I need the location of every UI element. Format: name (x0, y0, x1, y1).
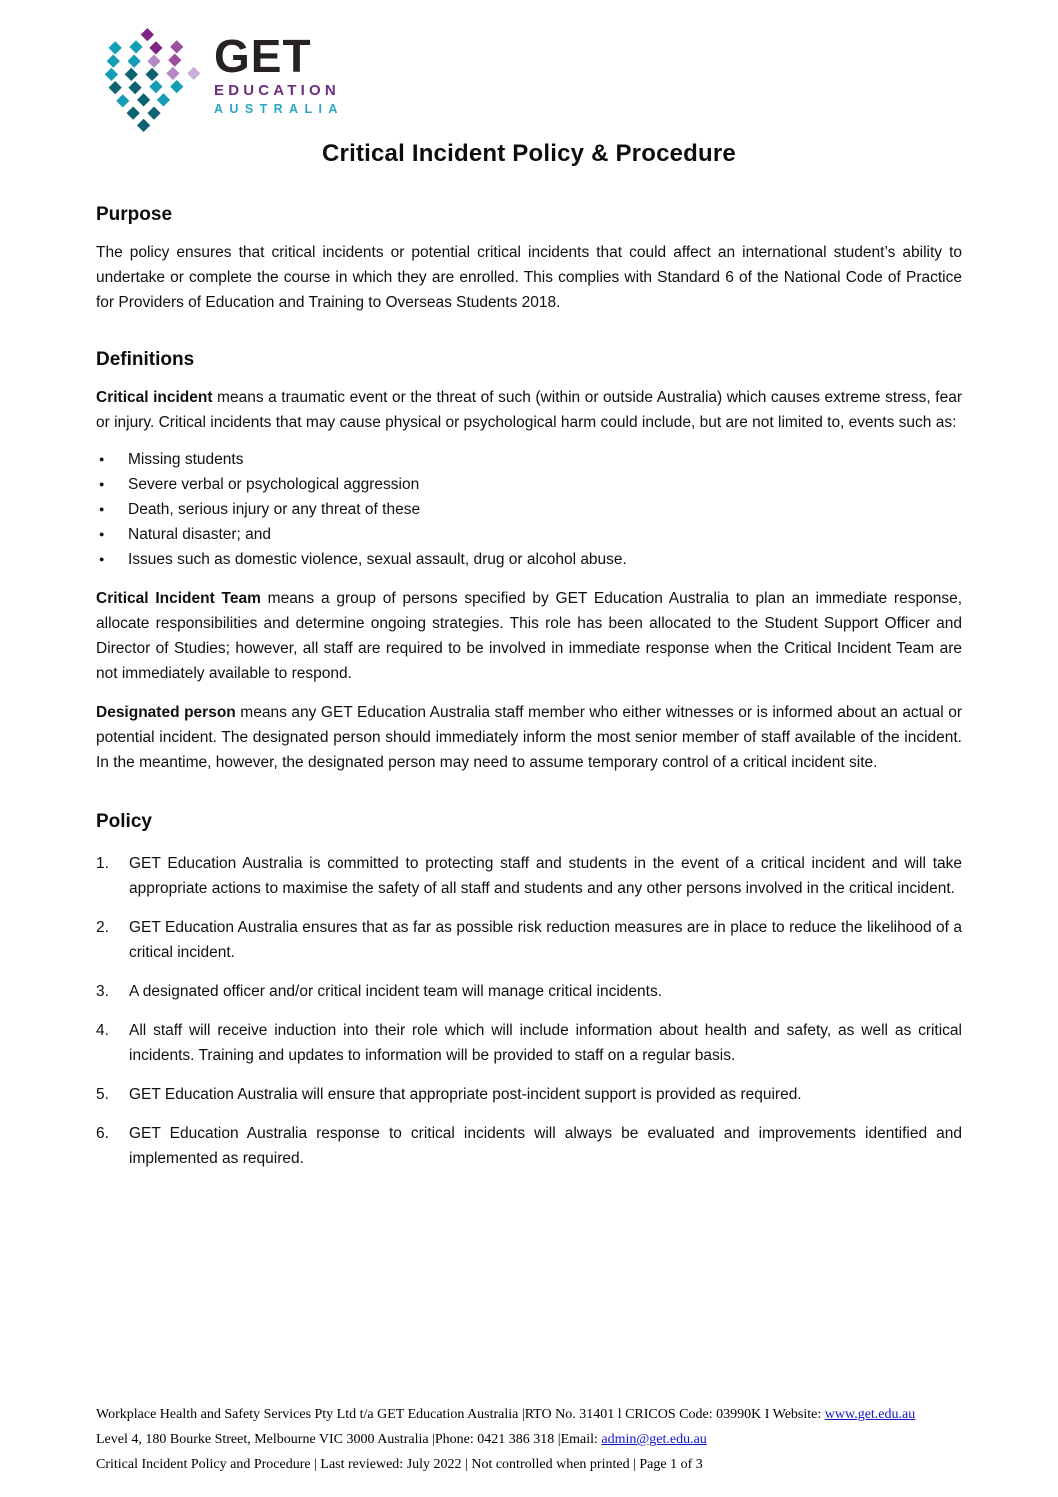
policy-item: GET Education Australia response to critical incidents will always be evaluated and improvements identified and implemented as required. (129, 1125, 962, 1167)
policy-list (96, 851, 962, 1171)
footer-line-address (96, 1427, 966, 1452)
footer-company-text: Workplace Health and Safety Services Pty Ltd t/a GET Education Australia |RTO No. 31401 l CRICOS Code: 03990K I Website: (96, 1407, 825, 1422)
page-title: Critical Incident Policy & Procedure (322, 140, 736, 167)
critical-incident-definition (96, 385, 962, 435)
policy-heading: Policy (96, 811, 152, 832)
policy-item: A designated officer and/or critical incident team will manage critical incidents. (129, 983, 663, 1000)
footer-line-company (96, 1402, 966, 1427)
purpose-paragraph: The policy ensures that critical incidents or potential critical incidents that could affect an international student’s ability to undertake or complete the course in which they are enrolled. This complies with Standard 6 of the National Code of Practice for Providers of Education and Training to Overseas Students 2018. (96, 244, 962, 311)
critical-incident-term: Critical incident (96, 389, 213, 406)
critical-incident-team-term: Critical Incident Team (96, 590, 261, 607)
get-logo (104, 27, 344, 133)
logo-text (214, 30, 344, 116)
designated-person-definition (96, 700, 962, 775)
logo-australia-label: AUSTRALIA (214, 102, 344, 116)
section-definitions (96, 349, 962, 775)
logo-get-label: GET (214, 30, 312, 82)
email-link[interactable]: admin@get.edu.au (601, 1432, 707, 1447)
designated-person-text: means any GET Education Australia staff member who either witnesses or is informed about an actual or potential incident. The designated person should immediately inform the most senior member of staff available of the incident. In the meantime, however, the designated person may need to assume temporary control of a critical incident site. (96, 704, 962, 771)
critical-incident-team-definition (96, 586, 962, 686)
list-item: ● Issues such as domestic violence, sexual assault, drug or alcohol abuse. (96, 547, 962, 572)
list-item: ● Severe verbal or psychological aggression (96, 472, 962, 497)
list-item: ● Missing students (96, 447, 962, 472)
critical-incident-team-text: means a group of persons specified by GET Education Australia to plan an immediate response, allocate responsibilities and determine ongoing strategies. This role has been allocated to the Student Support Officer and Director of Studies; however, all staff are required to be involved in immediate response when the Critical Incident Team are not immediately available to respond. (96, 590, 962, 682)
footer-line-meta: Critical Incident Policy and Procedure | Last reviewed: July 2022 | Not controlled when printed | Page 1 of 3 (96, 1457, 703, 1472)
policy-item: GET Education Australia will ensure that appropriate post-incident support is provided as required. (129, 1086, 802, 1103)
section-purpose (96, 204, 962, 315)
purpose-heading: Purpose (96, 204, 173, 225)
designated-person-term: Designated person (96, 704, 236, 721)
policy-item: All staff will receive induction into their role which will include information about health and safety, as well as critical incidents. Training and updates to information will be provided to staff on a regular basis. (129, 1022, 962, 1064)
logo-education-label: EDUCATION (214, 82, 340, 99)
document-body (96, 196, 962, 1185)
critical-incident-text: means a traumatic event or the threat of such (within or outside Australia) which causes extreme stress, fear or injury. Critical incidents that may cause physical or psychological harm could include, but are not limited to, events such as: (96, 389, 962, 431)
list-item: ● Death, serious injury or any threat of these (96, 497, 962, 522)
critical-incident-examples-list (96, 447, 962, 572)
get-diamond-mark-icon (104, 27, 204, 133)
policy-item: GET Education Australia is committed to protecting staff and students in the event of a critical incident and will take appropriate actions to maximise the safety of all staff and students and any other persons involved in the critical incident. (129, 855, 962, 897)
definitions-heading: Definitions (96, 349, 195, 370)
list-item: ● Natural disaster; and (96, 522, 962, 547)
policy-item: GET Education Australia ensures that as far as possible risk reduction measures are in place to reduce the likelihood of a critical incident. (129, 919, 962, 961)
website-link[interactable]: www.get.edu.au (824, 1407, 916, 1422)
footer-address-text: Level 4, 180 Bourke Street, Melbourne VIC 3000 Australia |Phone: 0421 386 318 |Email: (96, 1432, 602, 1447)
document-footer (96, 1402, 966, 1477)
section-policy (96, 811, 962, 1171)
